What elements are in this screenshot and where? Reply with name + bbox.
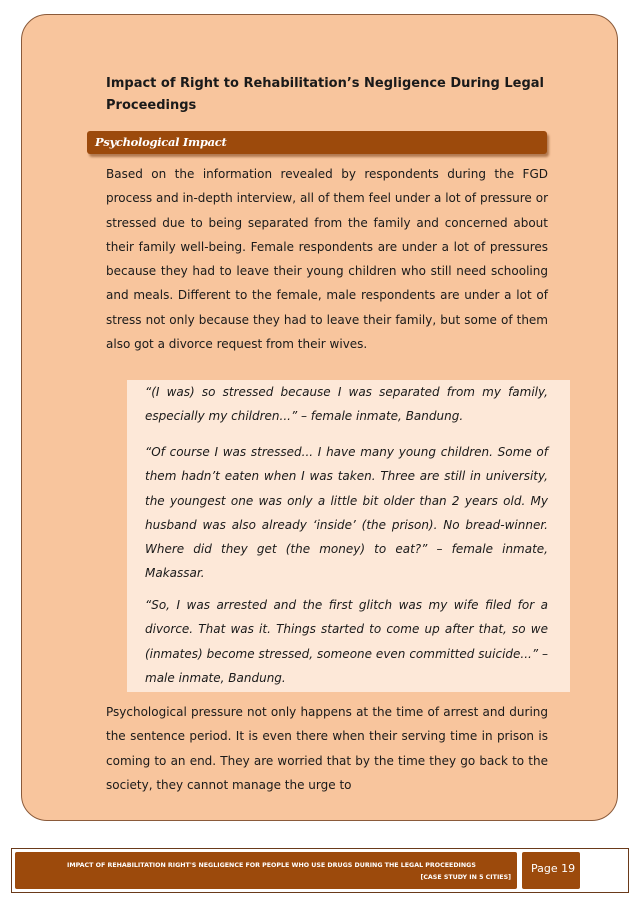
footer-title-box xyxy=(15,852,517,889)
page-footer xyxy=(11,848,629,893)
paragraph-2: Psychological pressure not only happens at the time of arrest and during the sentence period. It is even there when their serving time in prison is coming to an end. They are worried that by the time they go back to the society, they cannot manage the urge to xyxy=(106,705,548,792)
quote-3: “So, I was arrested and the first glitch was my wife filed for a divorce. That was it. Things started to come up after that, so we (inmates) become stressed, someone even committed suicide...” – male inmate, Bandung. xyxy=(145,598,548,685)
section-banner-label: Psychological Impact xyxy=(95,135,227,149)
section-banner xyxy=(87,131,547,154)
footer-title-line-1: IMPACT OF REHABILITATION RIGHT'S NEGLIGENCE FOR PEOPLE WHO USE DRUGS DURING THE LEGAL PROCEEDINGS xyxy=(67,862,476,869)
section-heading xyxy=(106,73,554,117)
quote-1: “(I was) so stressed because I was separated from my family, especially my children...” – female inmate, Bandung. xyxy=(145,385,548,424)
page-number-box xyxy=(522,852,580,889)
heading-line-2: Proceedings xyxy=(106,98,197,113)
heading-line-1: Impact of Right to Rehabilitation’s Negligence During Legal xyxy=(106,76,545,91)
quote-2: “Of course I was stressed... I have many young children. Some of them hadn’t eaten when I was taken. Three are still in university, the youngest one was only a little bit older than 2 years old. My husband was also already ‘inside’ (the prison). No bread-winner. Where did they get (the money) to eat?” – female inmate, Makassar. xyxy=(145,445,548,581)
paragraph-1: Based on the information revealed by respondents during the FGD process and in-depth interview, all of them feel under a lot of pressure or stressed due to being separated from the family and concerned about their family well-being. Female respondents are under a lot of pressures because they had to leave their young children who still need schooling and meals. Different to the female, male respondents are under a lot of stress not only because they had to leave their family, but some of them also got a divorce request from their wives. xyxy=(106,167,548,352)
footer-title-line-2: [CASE STUDY IN 5 CITIES] xyxy=(420,874,511,881)
page-number: Page 19 xyxy=(531,862,576,875)
